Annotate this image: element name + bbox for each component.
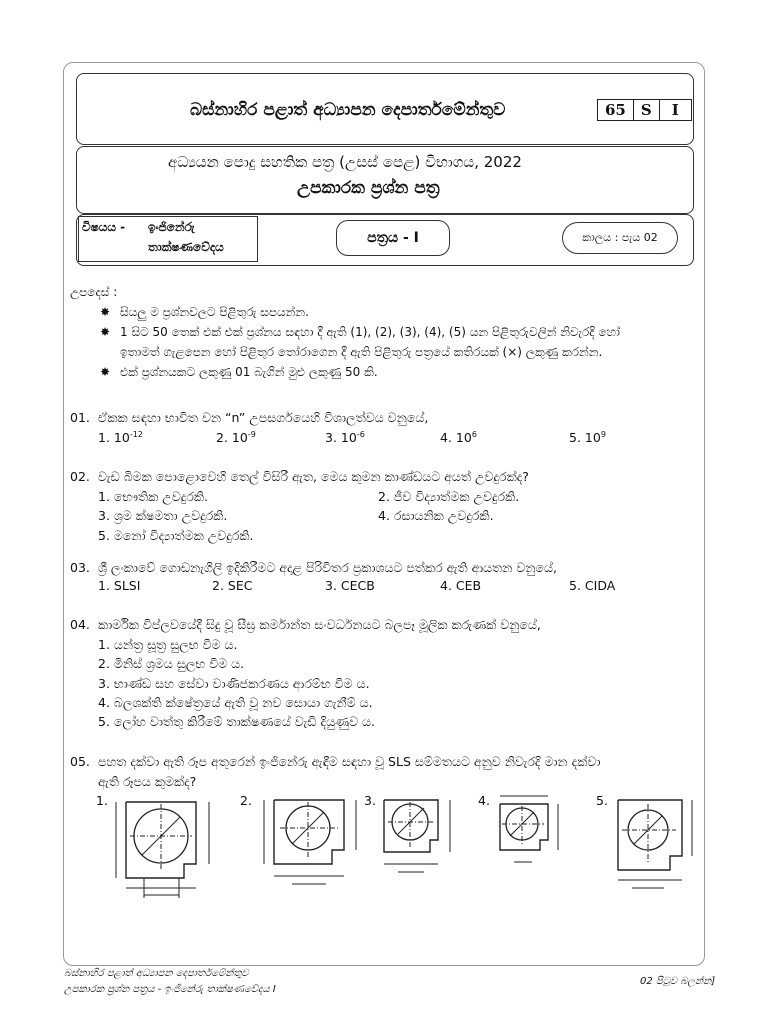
option-exponent: -12 <box>129 430 143 439</box>
question-number: 02. <box>70 469 90 484</box>
exam-title: අධ්‍යයන පොදු සහතික පත්‍ර (උසස් පෙළ) විභාගය, 2022 <box>168 153 522 171</box>
footer-department: බස්නාහිර පළාත් අධ්‍යාපන දෙපාර්තමේන්තුව <box>64 968 249 979</box>
instruction-item: සියලු ම ප්‍රශ්නවලට පිළිතුරු සපයන්න. <box>120 305 309 319</box>
bullet-icon: ✸ <box>100 305 111 319</box>
option-2 <box>216 430 256 445</box>
question-text: ශ්‍රී ලංකාවේ ගොඩනැගිලි ඉදිකිරීමට අදාළ පිරිවිතර ප්‍රකාශයට පත්කර ඇති ආයතන වනුයේ, <box>98 560 557 575</box>
option-3: 3. ශ්‍රම ක්ෂමතා උවදුරකි. <box>98 508 228 523</box>
option-1: 1. භෞතික උවදුරකි. <box>98 489 209 504</box>
figure-label-1: 1. <box>96 793 108 808</box>
instruction-item: ඉතාමත් ගැළපෙන හෝ පිළිතුර තෝරාගෙන දී ඇති පිළිතුරු පත්‍රයේ කතිරයක් (×) ලකුණු කරන්න. <box>120 345 603 359</box>
option-number: 1. <box>98 430 110 446</box>
option-3: 3. CECB <box>325 578 375 593</box>
option-5: 5. ලෝහ වාත්තු කිරීමේ තාක්ෂණයේ වැඩි දියුණුව ය. <box>98 714 376 729</box>
subject-label: විෂයය - <box>82 220 126 234</box>
option-base: 10 <box>584 430 601 446</box>
option-4: 4. CEB <box>440 578 482 593</box>
bullet-icon: ✸ <box>100 365 111 379</box>
footer-paper: උපකාරක ප්‍රශ්න පත්‍රය - ඉංජිනේරු තාක්ෂණවේදය I <box>64 984 276 995</box>
option-exponent: -9 <box>247 430 256 439</box>
option-2: 2. මිනිස් ශ්‍රමය සුලභ වීම ය. <box>98 656 245 671</box>
question-text-cont: ඇති රූපය කුමක්ද? <box>98 774 197 789</box>
option-number: 2. <box>216 430 228 446</box>
paper-code-number: 65 <box>598 100 634 120</box>
option-number: 5. <box>569 430 581 446</box>
paper-code-part: I <box>671 101 679 119</box>
figure-2 <box>248 792 368 892</box>
subject-line-2: තාක්ෂණවේදය <box>148 240 224 254</box>
instructions-heading: උපදෙස් : <box>70 285 118 299</box>
instruction-item: එක් ප්‍රශ්නයකට ලකුණු 01 බැගින් මුළු ලකුණු 50 කි. <box>120 365 378 379</box>
option-number: 3. <box>325 430 337 446</box>
department-title: බස්නාහිර පළාත් අධ්‍යාපන දෙපාර්තමේන්තුව <box>190 100 506 120</box>
option-1 <box>98 430 143 445</box>
part-label: පත්‍රය - I <box>336 220 450 256</box>
question-text: පහත දක්වා ඇති රූප අතුරෙන් ඉංජිනේරු ඇඳීම සඳහා වූ SLS සම්මතයට අනුව නිවැරදි මාන දක්වා <box>98 754 601 769</box>
option-exponent: -6 <box>356 430 365 439</box>
option-base: 10 <box>340 430 357 446</box>
option-number: 4. <box>440 430 452 446</box>
option-2: 2. ජීව විද්‍යාත්මක උවදුරකි. <box>378 489 520 504</box>
paper-title: උපකාරක ප්‍රශ්න පත්‍ර <box>297 178 440 198</box>
figure-3 <box>372 792 472 882</box>
figure-label-3: 3. <box>364 793 376 808</box>
option-base: 10 <box>455 430 472 446</box>
footer-page: 02 පිටුව බලන්න] <box>640 976 716 987</box>
option-3 <box>325 430 365 445</box>
option-base: 10 <box>231 430 248 446</box>
option-5: 5. මනෝ විද්‍යාත්මක උවදුරකි. <box>98 528 254 543</box>
option-exponent: 9 <box>600 430 606 439</box>
question-text: වැඩ බිමක පොළොවෙහි තෙල් විසිරී ඇත, මෙය කුමන කාණ්ඩයට අයත් උවදුරක්ද? <box>98 469 529 484</box>
option-1: 1. යන්ත්‍ර සූත්‍ර සුලභ වීම ය. <box>98 637 238 652</box>
option-4: 4. බලශක්ති ක්ෂේත්‍රයේ ඇති වූ නව සොයා ගැනීම් ය. <box>98 695 373 710</box>
option-exponent: 6 <box>471 430 477 439</box>
option-2: 2. SEC <box>212 578 253 593</box>
option-1: 1. SLSI <box>98 578 141 593</box>
question-text: ඒකක සඳහා භාවිත වන “n” උපසර්ගයෙහි විශාලත්වය වනුයේ, <box>98 410 429 425</box>
subject-line-1: ඉංජිනේරු <box>148 220 195 234</box>
figure-label-2: 2. <box>240 793 252 808</box>
instruction-item: 1 සිට 50 තෙක් එක් එක් ප්‍රශ්නය සඳහා දී ඇති (1), (2), (3), (4), (5) යන පිළිතුරුවලින් නිවැරදි හෝ <box>120 325 620 339</box>
question-number: 01. <box>70 410 90 425</box>
option-base: 10 <box>113 430 130 446</box>
question-text: කාර්මික විප්ලවයේදී සිදු වූ සීඝ්‍ර කර්මාන්ත සංවර්ධනයට බලපෑ මූලික කරුණක් වනුයේ, <box>98 617 541 632</box>
question-number: 05. <box>70 754 90 769</box>
option-3: 3. භාණ්ඩ සහ සේවා වාණිජකරණය ආරම්භ වීම ය. <box>98 676 370 691</box>
option-5: 5. CIDA <box>569 578 616 593</box>
bullet-icon: ✸ <box>100 325 111 339</box>
paper-code <box>597 99 692 121</box>
paper-code-letter: S <box>634 100 660 120</box>
figure-label-4: 4. <box>478 793 490 808</box>
question-number: 04. <box>70 617 90 632</box>
figure-4 <box>486 792 586 882</box>
figure-label-5: 5. <box>596 793 608 808</box>
option-4 <box>440 430 477 445</box>
figure-1 <box>104 792 224 900</box>
time-label: කාලය : පැය 02 <box>562 222 678 254</box>
option-4: 4. රසායනික උවදුරකි. <box>378 508 494 523</box>
figure-5 <box>604 792 700 896</box>
question-number: 03. <box>70 560 90 575</box>
option-5 <box>569 430 606 445</box>
